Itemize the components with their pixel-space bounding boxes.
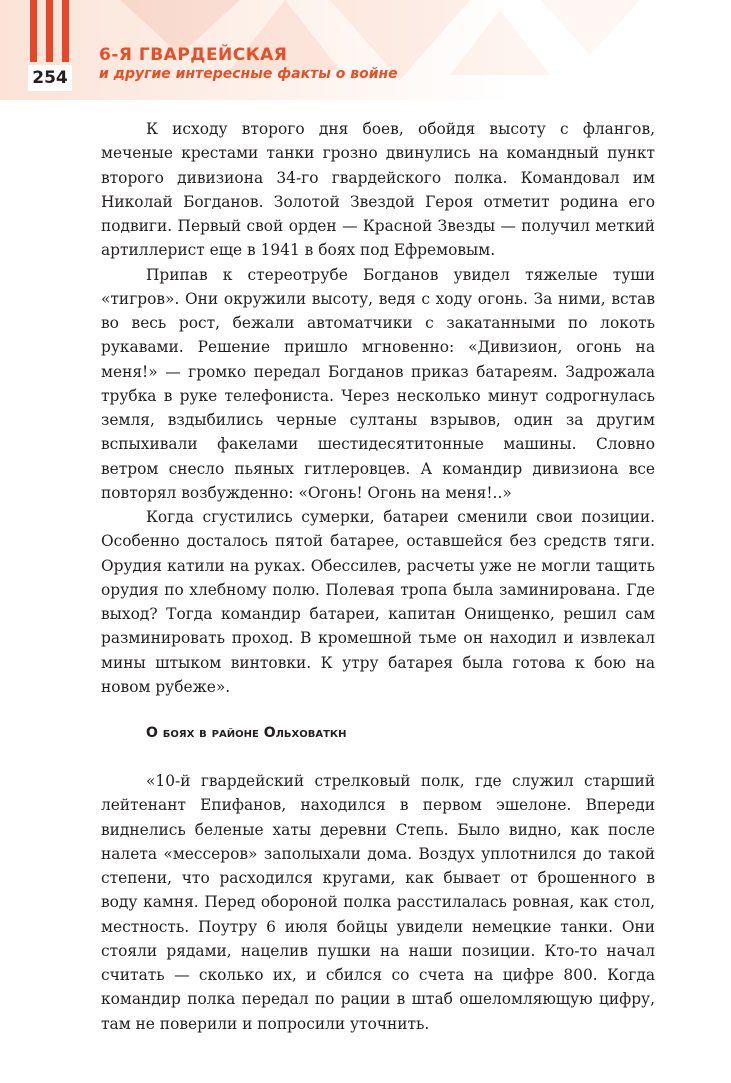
page-body — [101, 117, 655, 1036]
running-title — [99, 45, 398, 83]
page-number: 254 — [28, 65, 72, 91]
paragraph: «10-й гвардейский стрелковый полк, где служил старший лейтенант Епифанов, находился в первом эшелоне. Впереди виднелись беленые хаты деревни Степь. Было видно, как после налета «мессеров» заполыхали дома. Воздух уплотнился до такой степени, что расходился кругами, как бывает от брошенного в воду камня. Перед обороной полка расстилалась ровная, как стол, местность. Поутру 6 июля бойцы увидели немецкие танки. Они стояли рядами, нацелив пушки на наши позиции. Кто-то начал считать — сколько их, и сбился со счета на цифре 800. Когда командир полка передал по рации в штаб ошеломляющую цифру, там не поверили и попросили уточнить. — [101, 772, 655, 1033]
header-stripe — [30, 0, 37, 62]
header-stripe — [46, 0, 53, 62]
book-subtitle: и другие интересные факты о войне — [99, 66, 398, 82]
header-decoration — [450, 10, 550, 75]
header-stripe — [62, 0, 69, 62]
paragraph: Когда сгустились сумерки, батареи сменили свои позиции. Особенно досталось пятой батарее, оставшейся без средств тяги. Орудия катили на руках. Обессилев, расчеты уже не могли тащить орудия по хлебному полю. Полевая тропа была заминирована. Где выход? Тогда командир батареи, капитан Онищенко, решил сам разминировать проход. В кромешной тьме он находил и извлекал мины штыком винтовки. К утру батарея была готова к бою на новом рубеже». — [101, 508, 655, 696]
section-heading: О боях в районе Ольховаткн — [146, 725, 347, 741]
paragraph: Припав к стереотрубе Богданов увидел тяжелые туши «тигров». Они окружили высоту, ведя с ходу огонь. За ними, встав во весь рост, бежали автоматчики с закатанными по локоть рукавами. Решение пришло мгновенно: «Дивизион, огонь на меня!» — громко передал Богданов приказ батареям. Задрожала трубка в руке телефониста. Через несколько минут содрогнулась земля, вздыбились черные султаны взрывов, один за другим вспыхивали факелами шестидесятитонные машины. Словно ветром снесло пьяных гитлеровцев. А командир дивизиона все повторял возбужденно: «Огонь! Огонь на меня!..» — [101, 265, 655, 502]
page-header — [0, 0, 731, 100]
header-decoration — [540, 0, 640, 55]
paragraph: К исходу второго дня боев, обойдя высоту с флангов, меченые крестами танки грозно двинулись на командный пункт второго дивизиона 34-го гвардейского полка. Командовал им Николай Богданов. Золотой Звездой Героя отметит родина его подвиги. Первый свой орден — Красной Звезды — получил меткий артиллерист еще в 1941 в боях под Ефремовым. — [101, 120, 655, 260]
book-title: 6-Я ГВАРДЕЙСКАЯ — [99, 45, 288, 65]
